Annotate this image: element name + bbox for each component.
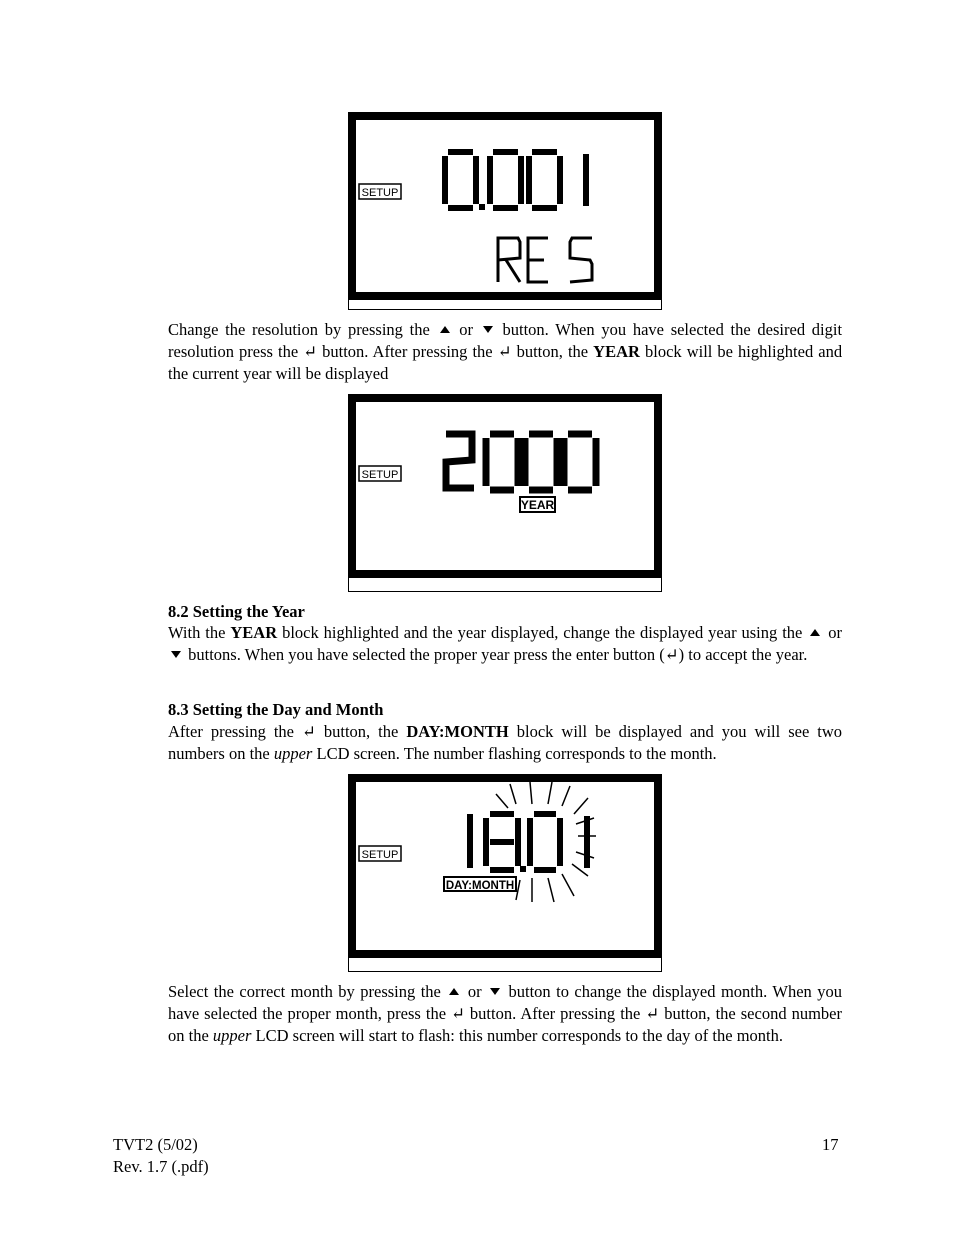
up-arrow-icon <box>449 988 459 995</box>
setup-label: SETUP <box>361 187 399 199</box>
enter-icon: ↵ <box>451 1004 465 1023</box>
lcd-resolution-display <box>348 112 662 310</box>
footer-revision: Rev. 1.7 (.pdf) <box>113 1157 209 1176</box>
enter-icon: ↵ <box>303 342 318 361</box>
section-heading-year: 8.2 Setting the Year <box>168 602 305 621</box>
enter-icon: ↵ <box>645 1004 660 1023</box>
up-arrow-icon <box>440 326 450 333</box>
footer-doc-id: TVT2 (5/02) <box>113 1135 198 1154</box>
setup-label: SETUP <box>361 849 399 861</box>
paragraph-year: With the YEAR block highlighted and the year displayed, change the displayed year using the or buttons. When you have selected the proper year press the enter button (↵) to accept the year. <box>168 623 842 664</box>
down-arrow-icon <box>490 988 500 995</box>
enter-icon: ↵ <box>302 722 316 741</box>
enter-icon: ↵ <box>664 645 679 664</box>
year-tag: YEAR <box>520 498 555 512</box>
paragraph-day-month: After pressing the ↵ button, the DAY:MONTH block will be displayed and you will see two numbers on the upper LCD screen. The number flashing corresponds to the month. <box>168 722 843 763</box>
setup-label: SETUP <box>361 469 399 481</box>
enter-icon: ↵ <box>497 342 512 361</box>
paragraph-select-month: Select the correct month by pressing the or button to change the displayed month. When you have selected the proper month, press the ↵ button. After pressing the ↵ button, the second number on the upper LCD screen will start to flash: this number corresponds to the day of the month. <box>168 982 843 1045</box>
paragraph-resolution: Change the resolution by pressing the or button. When you have selected the desired digit resolution press the ↵ button. After pressing the ↵ button, the YEAR block will be highlighted and the current year will be displayed <box>168 320 843 383</box>
lcd-year-display <box>348 394 662 592</box>
page-number: 17 <box>822 1135 839 1154</box>
down-arrow-icon <box>171 651 181 658</box>
down-arrow-icon <box>483 326 493 333</box>
section-heading-day-month: 8.3 Setting the Day and Month <box>168 700 384 719</box>
day-month-tag: DAY:MONTH <box>445 880 515 892</box>
lcd-day-month-display <box>348 774 662 972</box>
up-arrow-icon <box>810 629 820 636</box>
